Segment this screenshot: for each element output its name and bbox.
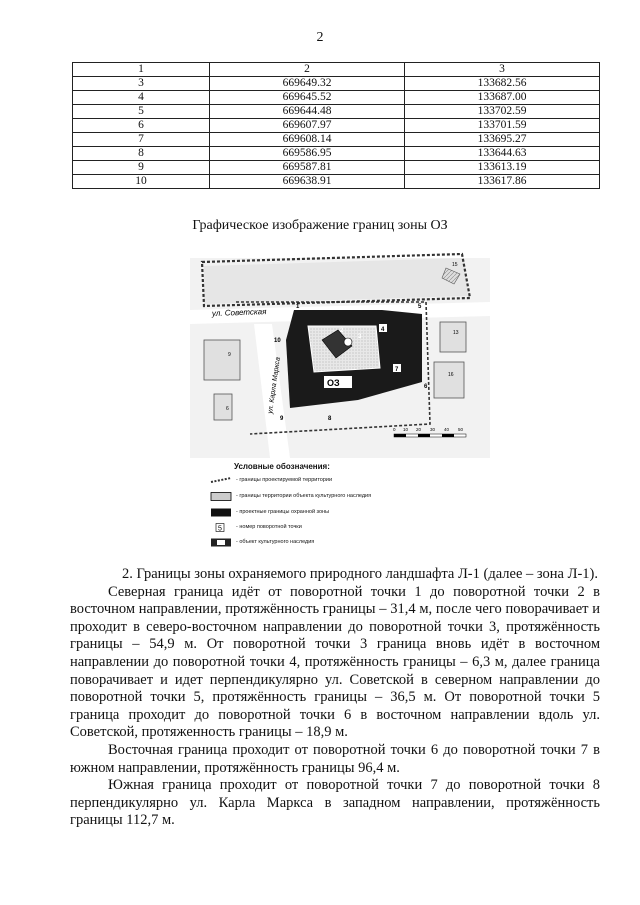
scale-tick: 30 bbox=[430, 427, 436, 432]
table-cell: 133695.27 bbox=[405, 133, 600, 147]
table-cell: 3 bbox=[73, 77, 210, 91]
table-cell: 669645.52 bbox=[210, 91, 405, 105]
building bbox=[204, 340, 240, 380]
building bbox=[440, 322, 466, 352]
scale-tick: 10 bbox=[403, 427, 409, 432]
paragraph: Северная граница идёт от поворотной точки 1 до поворотной точки 2 в восточном направлении, протяжённость границы – 31,4 м, после чего поворачивает и проходит в северо-восточном направлении до поворотной точки 3, протяжённость границы – 54,9 м. От поворотной точки 3 граница вновь идёт в восточном направлении до поворотной точки 4, протяжённость границы – 6,3 м, далее граница поворачивает и идет перпендикулярно ул. Советской в северном направлении до поворотной точки 5, протяжённость границы – 36,5 м. От поворотной точки 5 граница проходит до поворотной точки 6 в восточном направлении вдоль ул. Советской, протяженность границы – 18,9 м. bbox=[70, 583, 600, 741]
turning-point-label: 1 bbox=[296, 304, 300, 310]
table-cell: 10 bbox=[73, 175, 210, 189]
turning-point-label: 9 bbox=[280, 416, 284, 422]
hatched-area-icon bbox=[210, 492, 232, 501]
table-row bbox=[73, 161, 600, 175]
turning-point-label: 10 bbox=[274, 338, 281, 344]
scale-tick: 0 bbox=[393, 427, 396, 432]
scale-tick: 50 bbox=[458, 427, 464, 432]
point-number-icon bbox=[210, 523, 232, 532]
turning-point-label: 2 bbox=[340, 328, 344, 334]
table-row bbox=[73, 91, 600, 105]
table-cell: 133702.59 bbox=[405, 105, 600, 119]
turning-point-label: 6 bbox=[424, 384, 428, 390]
table-header-cell: 2 bbox=[210, 63, 405, 77]
legend-title: Условные обозначения: bbox=[234, 462, 330, 471]
map-legend: Условные обозначения: - границы проектируемой территории - границы территории объекта культурного наследия - проектные границы охранной зоны 5 - номер поворотной точки - объект культурного наследия bbox=[210, 462, 470, 552]
table-cell: 669638.91 bbox=[210, 175, 405, 189]
table-cell: 133682.56 bbox=[405, 77, 600, 91]
section-heading: 2. Границы зоны охраняемого природного ландшафта Л-1 (далее – зона Л-1). bbox=[122, 566, 598, 582]
zone-map bbox=[190, 244, 490, 458]
table-cell: 8 bbox=[73, 147, 210, 161]
heritage-object-icon bbox=[210, 538, 232, 547]
table-cell: 9 bbox=[73, 161, 210, 175]
turning-point-label: 4 bbox=[381, 327, 385, 333]
park-area bbox=[204, 258, 468, 304]
building-number: 6 bbox=[226, 406, 229, 412]
table-row bbox=[73, 133, 600, 147]
table-row bbox=[73, 105, 600, 119]
svg-text:5: 5 bbox=[218, 525, 222, 532]
table-header-cell: 3 bbox=[405, 63, 600, 77]
scale-tick: 40 bbox=[444, 427, 450, 432]
table-row bbox=[73, 77, 600, 91]
table-header-row bbox=[73, 63, 600, 77]
table-cell: 669608.14 bbox=[210, 133, 405, 147]
table-cell: 669649.32 bbox=[210, 77, 405, 91]
zone-label: ОЗ bbox=[327, 378, 340, 388]
table-cell: 7 bbox=[73, 133, 210, 147]
table-cell: 669587.81 bbox=[210, 161, 405, 175]
table-cell: 133617.86 bbox=[405, 175, 600, 189]
table-cell: 669586.95 bbox=[210, 147, 405, 161]
table-cell: 133701.59 bbox=[405, 119, 600, 133]
building-number: 16 bbox=[448, 372, 454, 378]
turning-point-label: 3 bbox=[358, 334, 362, 340]
table-header-cell: 1 bbox=[73, 63, 210, 77]
street-label-left: ул. Карла Маркса bbox=[267, 356, 282, 415]
paragraph: Южная граница проходит от поворотной точки 7 до поворотной точки 8 перпендикулярно ул. Карла Маркса в западном направлении, протяжённость границы 112,7 м. bbox=[70, 777, 600, 829]
building bbox=[214, 394, 232, 420]
table-cell: 669644.48 bbox=[210, 105, 405, 119]
building bbox=[434, 362, 464, 398]
figure-title: Графическое изображение границ зоны ОЗ bbox=[192, 218, 448, 233]
table-cell: 133613.19 bbox=[405, 161, 600, 175]
table-row bbox=[73, 119, 600, 133]
paragraph: Восточная граница проходит от поворотной точки 6 до поворотной точки 7 в южном направлении, протяжённость границы 96,4 м. bbox=[70, 741, 600, 776]
turning-point-label: 7 bbox=[395, 367, 399, 373]
page-number: 2 bbox=[316, 30, 324, 45]
table-cell: 133644.63 bbox=[405, 147, 600, 161]
building-number: 13 bbox=[453, 330, 459, 336]
building-number: 9 bbox=[228, 352, 231, 358]
table-cell: 6 bbox=[73, 119, 210, 133]
body-text bbox=[70, 566, 600, 830]
building-number: 15 bbox=[452, 262, 458, 268]
turning-point-label: 5 bbox=[418, 304, 422, 310]
table-cell: 5 bbox=[73, 105, 210, 119]
street-label-top: ул. Советская bbox=[211, 307, 267, 318]
dark-zone-icon bbox=[210, 508, 232, 517]
turning-point-label: 8 bbox=[328, 416, 332, 422]
table-cell: 4 bbox=[73, 91, 210, 105]
table-cell: 133687.00 bbox=[405, 91, 600, 105]
table-row bbox=[73, 175, 600, 189]
table-cell: 669607.97 bbox=[210, 119, 405, 133]
table-row bbox=[73, 147, 600, 161]
scale-tick: 20 bbox=[416, 427, 422, 432]
dashed-boundary-icon bbox=[210, 476, 232, 485]
coordinates-table bbox=[72, 62, 600, 189]
